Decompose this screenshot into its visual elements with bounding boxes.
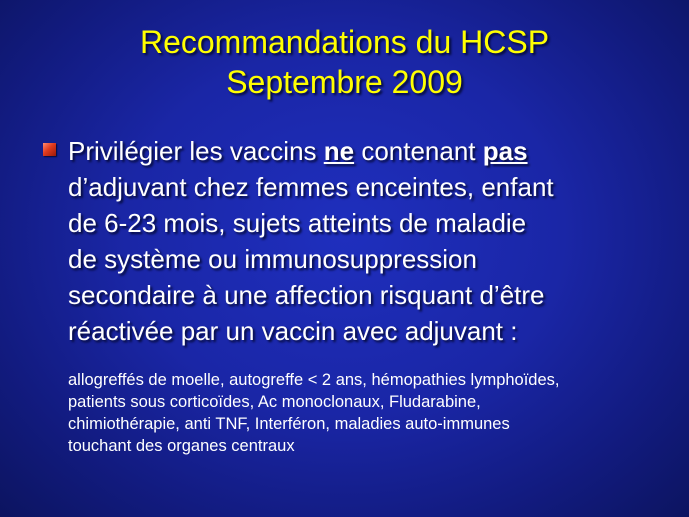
- bullet-line-1-part-1: Privilégier les vaccins: [68, 136, 324, 166]
- sub-text: [68, 369, 678, 457]
- emphasis-ne: ne: [323, 136, 355, 166]
- bullet-line-5: secondaire à une affection risquant d’être: [68, 280, 545, 310]
- bullet-line-1: [68, 133, 678, 169]
- sub-line-2: patients sous corticoïdes, Ac monoclonaux, Fludarabine,: [68, 393, 481, 411]
- sub-line-4: touchant des organes centraux: [68, 437, 295, 455]
- main-bullet-text: [68, 133, 678, 349]
- sub-line-3: chimiothérapie, anti TNF, Interféron, maladies auto-immunes: [68, 415, 510, 433]
- emphasis-pas: pas: [482, 136, 528, 166]
- title-line-1: Recommandations du HCSP: [139, 24, 550, 60]
- bullet-line-4: de système ou immunosuppression: [68, 244, 477, 274]
- bullet-line-3: de 6-23 mois, sujets atteints de maladie: [68, 208, 527, 238]
- sub-line-1: allogreffés de moelle, autogreffe < 2 ans, hémopathies lymphoïdes,: [68, 371, 560, 389]
- bullet-square-icon: [43, 143, 56, 156]
- bullet-line-1-part-2: contenant: [354, 136, 483, 166]
- bullet-line-6: réactivée par un vaccin avec adjuvant :: [68, 316, 518, 346]
- bullet-line-2: d’adjuvant chez femmes enceintes, enfant: [68, 172, 554, 202]
- slide-title: [0, 22, 689, 102]
- title-line-2: Septembre 2009: [226, 64, 463, 100]
